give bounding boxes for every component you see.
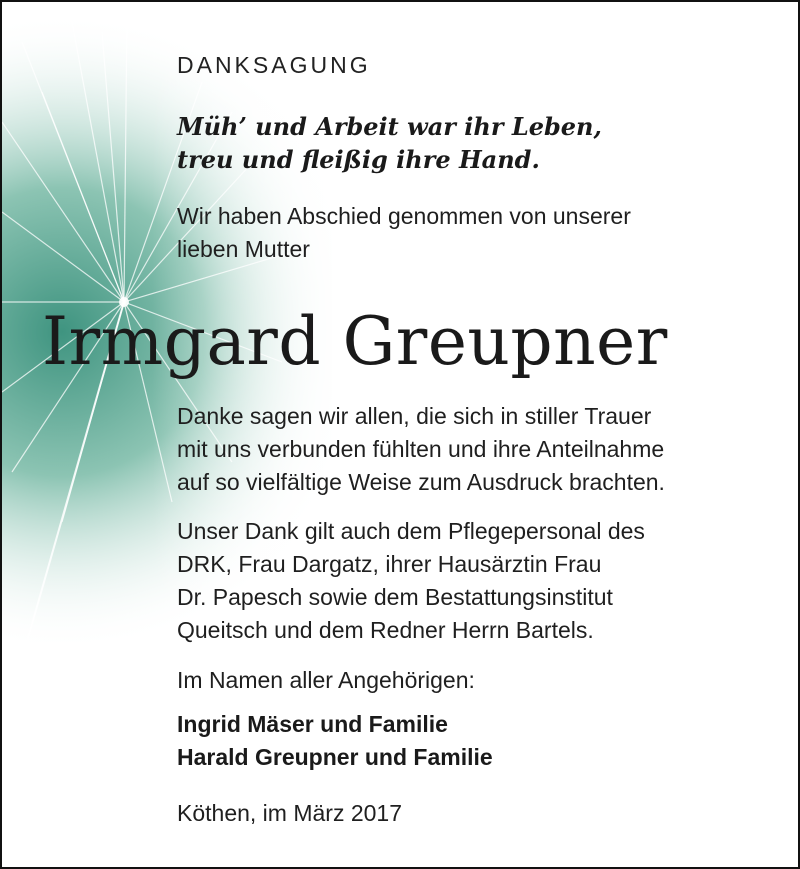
deceased-name: Irmgard Greupner: [42, 303, 668, 380]
on-behalf-label: Im Namen aller Angehörigen:: [177, 667, 475, 693]
signatory-name: Harald Greupner und Familie: [177, 744, 493, 770]
intro-text: [177, 200, 631, 266]
place-date: Köthen, im März 2017: [177, 800, 403, 826]
thanks-paragraph: [177, 400, 665, 499]
motto-line: Müh’ und Arbeit war ihr Leben,: [177, 112, 602, 141]
special-thanks-line: DRK, Frau Dargatz, ihrer Hausärztin Frau: [177, 551, 602, 577]
special-thanks-line: Queitsch und dem Redner Herrn Bartels.: [177, 617, 594, 643]
page-title: DANKSAGUNG: [177, 52, 371, 78]
thanks-line: auf so vielfältige Weise zum Ausdruck brachten.: [177, 469, 665, 495]
motto-line: treu und fleißig ihre Hand.: [177, 145, 540, 174]
intro-line: Wir haben Abschied genommen von unserer: [177, 203, 631, 229]
signatory-name: Ingrid Mäser und Familie: [177, 711, 448, 737]
signatories: [177, 708, 493, 774]
special-thanks-line: Unser Dank gilt auch dem Pflegepersonal des: [177, 518, 645, 544]
special-thanks-line: Dr. Papesch sowie dem Bestattungsinstitut: [177, 584, 613, 610]
special-thanks-paragraph: [177, 515, 645, 647]
thanks-line: mit uns verbunden fühlten und ihre Anteilnahme: [177, 436, 665, 462]
intro-line: lieben Mutter: [177, 236, 310, 262]
motto-quote: [177, 110, 602, 176]
thanks-line: Danke sagen wir allen, die sich in stiller Trauer: [177, 403, 652, 429]
